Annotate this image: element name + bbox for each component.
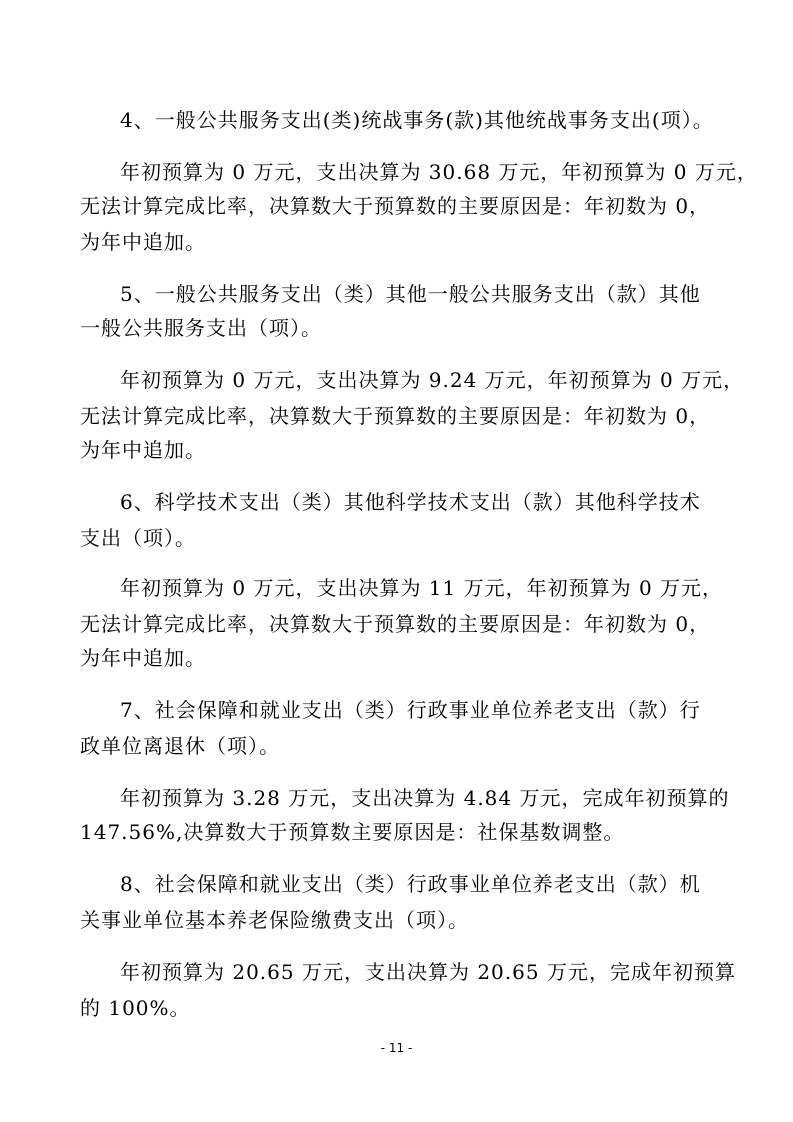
item-6-heading-line-2: 支出（项）。 [80,526,196,550]
item-5-heading-line-2: 一般公共服务支出（项）。 [80,316,322,340]
item-4-body-line-1: 年初预算为 0 万元，支出决算为 30.68 万元，年初预算为 0 万元， [120,160,758,184]
item-8-heading-line-2: 关事业单位基本养老保险缴费支出（项）。 [80,908,469,932]
item-7-heading-line-1: 7、社会保障和就业支出（类）行政事业单位养老支出（款）行 [120,698,701,722]
item-4-heading-line-1: 4、一般公共服务支出(类)统战事务(款)其他统战事务支出(项）。 [120,108,714,132]
item-5-heading-line-1: 5、一般公共服务支出（类）其他一般公共服务支出（款）其他 [120,282,701,306]
item-8-heading-line-1: 8、社会保障和就业支出（类）行政事业单位养老支出（款）机 [120,872,701,896]
page-number: - 11 - [380,1041,413,1055]
item-6-heading-line-1: 6、科学技术支出（类）其他科学技术支出（款）其他科学技术 [120,490,701,514]
item-8-body-line-2: 的 100%。 [80,996,191,1020]
item-5-body-line-1: 年初预算为 0 万元，支出决算为 9.24 万元，年初预算为 0 万元， [120,368,745,392]
item-6-body-line-2: 无法计算完成比率，决算数大于预算数的主要原因是：年初数为 0， [80,612,711,636]
item-7-body-line-1: 年初预算为 3.28 万元，支出决算为 4.84 万元，完成年初预算的 [120,786,730,810]
item-6-body-line-3: 为年中追加。 [80,646,206,670]
item-6-body-line-1: 年初预算为 0 万元，支出决算为 11 万元，年初预算为 0 万元， [120,576,724,600]
item-5-body-line-2: 无法计算完成比率，决算数大于预算数的主要原因是：年初数为 0， [80,404,711,428]
item-7-body-line-2: 147.56%,决算数大于预算数主要原因是：社保基数调整。 [80,820,625,844]
item-5-body-line-3: 为年中追加。 [80,438,206,462]
item-8-body-line-1: 年初预算为 20.65 万元，支出决算为 20.65 万元，完成年初预算 [120,960,736,984]
item-7-heading-line-2: 政单位离退休（项）。 [80,734,280,758]
item-4-body-line-2: 无法计算完成比率，决算数大于预算数的主要原因是：年初数为 0， [80,194,711,218]
item-4-body-line-3: 为年中追加。 [80,230,206,254]
